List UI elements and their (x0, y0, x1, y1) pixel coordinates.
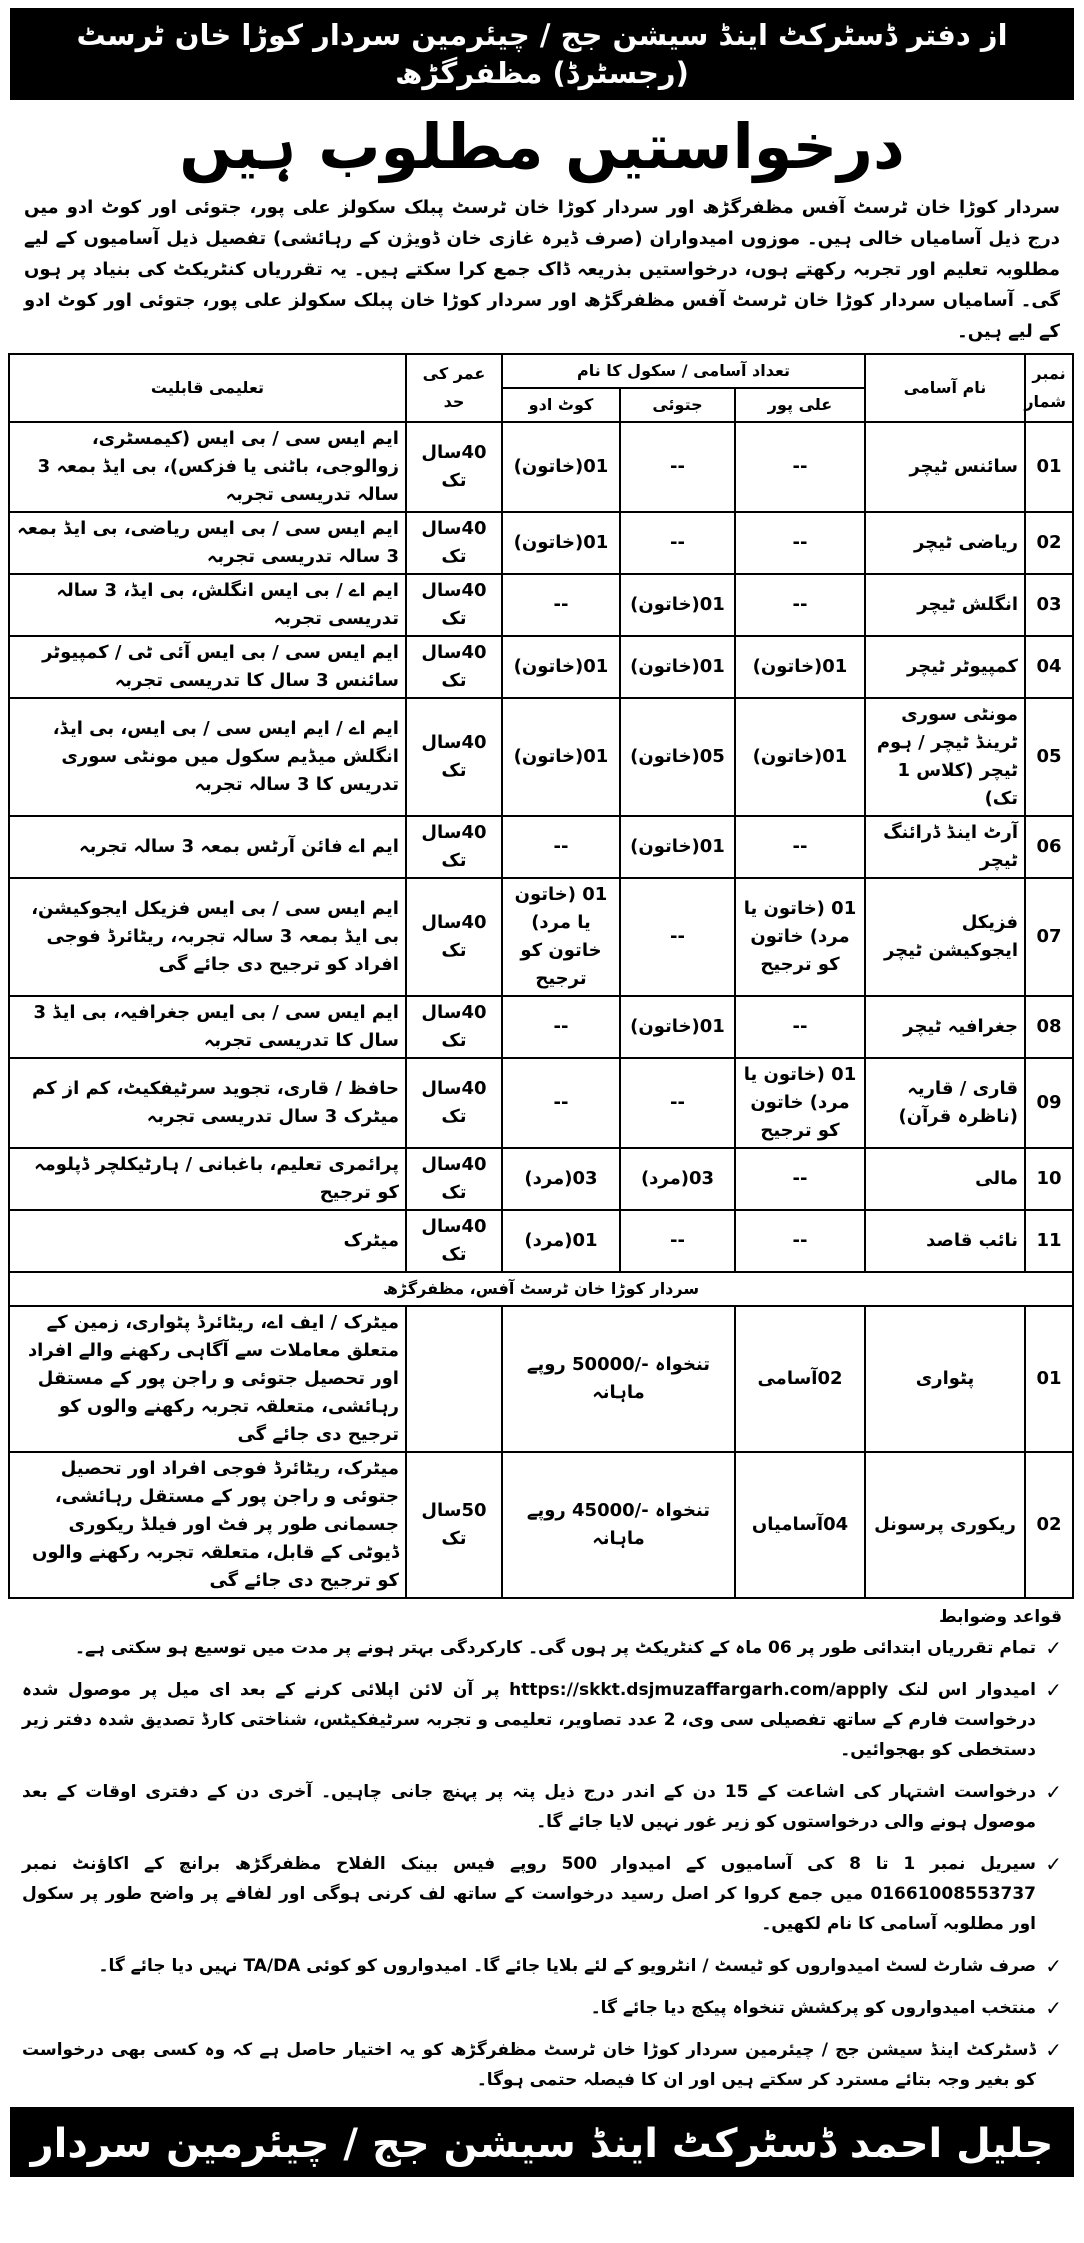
table-row (9, 422, 1073, 512)
list-item (22, 1777, 1062, 1837)
age-cell: 40سال تک (406, 878, 502, 996)
check-icon: ✓ (1045, 1636, 1062, 1660)
check-icon: ✓ (1045, 1780, 1062, 1804)
age-cell: 40سال تک (406, 1210, 502, 1272)
post-cell: مونٹی سوری ٹرینڈ ٹیچر / ہوم ٹیچر (کلاس 1 تک) (865, 698, 1025, 816)
table-row (9, 512, 1073, 574)
age-cell: 40سال تک (406, 816, 502, 878)
signature-footer: جلیل احمد ڈسٹرکٹ اینڈ سیشن جج / چیئرمین سردار کوڑا خان ٹرسٹ، مظفرگڑھ (10, 2107, 1074, 2177)
table-row (9, 1306, 1073, 1452)
check-icon: ✓ (1045, 1996, 1062, 2020)
jatoi-cell: 05(خاتون) (620, 698, 735, 816)
table-row (9, 636, 1073, 698)
rule-text-part: سیریل نمبر 1 تا 8 کی آسامیوں کے امیدوار 500 روپے فیس بینک الفلاح مظفرگڑھ برانچ کے اکاؤنٹ نمبر 01661008553737 میں جمع کروا کر اصل رسید درخواست کے ساتھ لف کرنی ہوگی اور لفافے پر واضح طور پر سکول اور مطلوبہ آسامی کا نام لکھیں۔ (22, 1854, 1036, 1934)
alipur-cell: -- (735, 1148, 865, 1210)
office-rows (9, 1306, 1073, 1598)
header-kotaddu: کوٹ ادو (502, 388, 620, 422)
rule-text (22, 1951, 1036, 1981)
post-cell: سائنس ٹیچر (865, 422, 1025, 512)
jatoi-cell: 03(مرد) (620, 1148, 735, 1210)
post-cell: انگلش ٹیچر (865, 574, 1025, 636)
qualification-cell: ایم ایس سی / بی ایس جغرافیہ، بی ایڈ 3 سال کا تدریسی تجربہ (9, 996, 406, 1058)
kotaddu-cell: -- (502, 816, 620, 878)
kotaddu-cell: 01(مرد) (502, 1210, 620, 1272)
age-cell: 50سال تک (406, 1452, 502, 1598)
rule-text (22, 1675, 1036, 1765)
rule-text (22, 1777, 1036, 1837)
alipur-cell: 01 (خاتون یا مرد) خاتون کو ترجیح (735, 878, 865, 996)
age-cell: 40سال تک (406, 512, 502, 574)
kotaddu-cell: 03(مرد) (502, 1148, 620, 1210)
post-cell: قاری / قاریہ (ناظرہ قرآن) (865, 1058, 1025, 1148)
rule-text-part: صرف شارٹ لسٹ امیدواروں کو ٹیسٹ / انٹرویو کے لئے بلایا جائے گا۔ امیدواروں کو کوئی TA/DA نہیں دیا جائے گا۔ (98, 1956, 1036, 1976)
list-item (22, 1849, 1062, 1939)
rules-section (10, 1599, 1074, 2095)
office-section-title: سردار کوڑا خان ٹرسٹ آفس، مظفرگڑھ (9, 1272, 1073, 1306)
rule-text-part: ڈسٹرکٹ اینڈ سیشن جج / چیئرمین سردار کوڑا خان ٹرسٹ مظفرگڑھ کو یہ اختیار حاصل ہے کہ وہ کسی بھی درخواست کو بغیر وجہ بتائے مسترد کر سکتے ہیں اور ان کا فیصلہ حتمی ہوگا۔ (22, 2040, 1036, 2090)
list-item (22, 2035, 1062, 2095)
count-cell: 02آسامی (735, 1306, 865, 1452)
table-row (9, 1210, 1073, 1272)
jatoi-cell: 01(خاتون) (620, 574, 735, 636)
list-item (22, 1675, 1062, 1765)
jatoi-cell: -- (620, 878, 735, 996)
qualification-cell: ایم اے / بی ایس انگلش، بی ایڈ، 3 سالہ تدریسی تجربہ (9, 574, 406, 636)
jatoi-cell: -- (620, 512, 735, 574)
alipur-cell: -- (735, 816, 865, 878)
jatoi-cell: 01(خاتون) (620, 636, 735, 698)
rule-text (22, 1849, 1036, 1939)
post-cell: آرٹ اینڈ ڈرائنگ ٹیچر (865, 816, 1025, 878)
rule-text-part: تمام تقرریاں ابتدائی طور پر 06 ماہ کے کنٹریکٹ پر ہوں گی۔ کارکردگی بہتر ہونے پر مدت میں توسیع ہو سکتی ہے۔ (75, 1638, 1036, 1658)
kotaddu-cell: -- (502, 1058, 620, 1148)
jatoi-cell: -- (620, 1058, 735, 1148)
jatoi-cell: -- (620, 1210, 735, 1272)
post-cell: پٹواری (865, 1306, 1025, 1452)
list-item (22, 1993, 1062, 2023)
serial-cell: 09 (1025, 1058, 1073, 1148)
check-icon: ✓ (1045, 2038, 1062, 2062)
serial-cell: 01 (1025, 422, 1073, 512)
salary-cell: تنخواہ -/50000 روپے ماہانہ (502, 1306, 735, 1452)
alipur-cell: 01(خاتون) (735, 636, 865, 698)
rule-text-part: منتخب امیدواروں کو پرکشش تنخواہ پیکج دیا جائے گا۔ (590, 1998, 1036, 2018)
qualification-cell: میٹرک (9, 1210, 406, 1272)
header-count-group: تعداد آسامی / سکول کا نام (502, 354, 865, 388)
alipur-cell: 01 (خاتون یا مرد) خاتون کو ترجیح (735, 1058, 865, 1148)
table-row (9, 1058, 1073, 1148)
qualification-cell: ایم اے فائن آرٹس بمعہ 3 سالہ تجربہ (9, 816, 406, 878)
age-cell: 40سال تک (406, 698, 502, 816)
serial-cell: 11 (1025, 1210, 1073, 1272)
header-age: عمر کی حد (406, 354, 502, 422)
qualification-cell: ایم ایس سی / بی ایس آئی ٹی / کمپیوٹر سائنس 3 سال کا تدریسی تجربہ (9, 636, 406, 698)
kotaddu-cell: 01(خاتون) (502, 698, 620, 816)
table-row (9, 574, 1073, 636)
qualification-cell: حافظ / قاری، تجوید سرٹیفکیٹ، کم از کم میٹرک 3 سال تدریسی تجربہ (9, 1058, 406, 1148)
qualification-cell: پرائمری تعلیم، باغبانی / ہارٹیکلچر ڈپلومہ کو ترجیح (9, 1148, 406, 1210)
office-banner: از دفتر ڈسٹرکٹ اینڈ سیشن جج / چیئرمین سردار کوڑا خان ٹرسٹ (رجسٹرڈ) مظفرگڑھ (10, 8, 1074, 100)
age-cell: 40سال تک (406, 996, 502, 1058)
check-icon: ✓ (1045, 1852, 1062, 1876)
table-row (9, 698, 1073, 816)
check-icon: ✓ (1045, 1678, 1062, 1702)
rule-text (22, 2035, 1036, 2095)
alipur-cell: -- (735, 422, 865, 512)
alipur-cell: -- (735, 1210, 865, 1272)
post-cell: جغرافیہ ٹیچر (865, 996, 1025, 1058)
serial-cell: 05 (1025, 698, 1073, 816)
table-row (9, 1452, 1073, 1598)
age-cell: 40سال تک (406, 1058, 502, 1148)
age-cell: 40سال تک (406, 636, 502, 698)
salary-cell: تنخواہ -/45000 روپے ماہانہ (502, 1452, 735, 1598)
header-qualification: تعلیمی قابلیت (9, 354, 406, 422)
jatoi-cell: -- (620, 422, 735, 512)
header-jatoi: جتوئی (620, 388, 735, 422)
kotaddu-cell: -- (502, 574, 620, 636)
serial-cell: 08 (1025, 996, 1073, 1058)
serial-cell: 02 (1025, 1452, 1073, 1598)
rule-text-part: پر آن لائن اپلائی کرنے کے بعد ای میل پر موصول شدہ درخواست فارم کے ساتھ تفصیلی سی وی، 2 عدد تصاویر، تعلیمی و تجربہ سرٹیفکیٹس، شناختی کارڈ تصدیق شدہ دفتر زیر دستخطی کو بھجوائیں۔ (22, 1680, 1036, 1760)
serial-cell: 01 (1025, 1306, 1073, 1452)
qualification-cell: ایم ایس سی / بی ایس (کیمسٹری، زوالوجی، باٹنی یا فزکس)، بی ایڈ بمعہ 3 سالہ تدریسی تجربہ (9, 422, 406, 512)
apply-link[interactable]: https://skkt.dsjmuzaffargarh.com/apply (509, 1680, 889, 1700)
header-serial: نمبر شمار (1025, 354, 1073, 422)
list-item (22, 1951, 1062, 1981)
qualification-cell: ایم ایس سی / بی ایس فزیکل ایجوکیشن، بی ایڈ بمعہ 3 سالہ تجربہ، ریٹائرڈ فوجی افراد کو ترجیح دی جائے گی (9, 878, 406, 996)
header-alipur: علی پور (735, 388, 865, 422)
table-row (9, 1148, 1073, 1210)
intro-paragraph: سردار کوڑا خان ٹرسٹ آفس مظفرگڑھ اور سردار کوڑا خان ٹرسٹ پبلک سکولز علی پور، جتوئی اور کوٹ ادو میں درج ذیل آسامیاں خالی ہیں۔ موزوں امیدواران (صرف ڈیرہ غازی خان ڈویژن کے رہائشی) تفصیل ذیل آسامیوں کے لیے مطلوبہ تعلیم اور تجربہ رکھتے ہوں، درخواستیں بذریعہ ڈاک جمع کرا سکتے ہیں۔ یہ تقرریاں کنٹریکٹ کی بنیاد پر ہوں گی۔ آسامیاں سردار کوڑا خان ٹرسٹ آفس مظفرگڑھ اور سردار کوڑا خان پبلک سکولز علی پور، جتوئی اور کوٹ ادو کے لیے ہیں۔ (24, 197, 1060, 342)
table-row (9, 878, 1073, 996)
serial-cell: 07 (1025, 878, 1073, 996)
table-row (9, 816, 1073, 878)
alipur-cell: -- (735, 996, 865, 1058)
jatoi-cell: 01(خاتون) (620, 816, 735, 878)
post-cell: ریاضی ٹیچر (865, 512, 1025, 574)
qualification-cell: میٹرک / ایف اے، ریٹائرڈ پٹواری، زمین کے متعلق معاملات سے آگاہی رکھنے والے افراد اور تحصیل جتوئی و راجن پور کے مستقل رہائشی، متعلقہ تجربہ رکھنے والوں کو ترجیح دی جائے گی (9, 1306, 406, 1452)
serial-cell: 10 (1025, 1148, 1073, 1210)
advertisement-page (10, 0, 1074, 2233)
kotaddu-cell: -- (502, 996, 620, 1058)
rule-text-part: امیدوار اس لنک (897, 1680, 1036, 1700)
qualification-cell: ایم اے / ایم ایس سی / بی ایس، بی ایڈ، انگلش میڈیم سکول میں مونٹی سوری تدریس کا 3 سالہ تجربہ (9, 698, 406, 816)
serial-cell: 04 (1025, 636, 1073, 698)
serial-cell: 03 (1025, 574, 1073, 636)
serial-cell: 02 (1025, 512, 1073, 574)
rule-text (22, 1633, 1036, 1663)
count-cell: 04آسامیاں (735, 1452, 865, 1598)
alipur-cell: -- (735, 512, 865, 574)
alipur-cell: 01(خاتون) (735, 698, 865, 816)
age-cell (406, 1306, 502, 1452)
jatoi-cell: 01(خاتون) (620, 996, 735, 1058)
post-cell: نائب قاصد (865, 1210, 1025, 1272)
kotaddu-cell: 01(خاتون) (502, 636, 620, 698)
vacancy-rows (9, 422, 1073, 1272)
qualification-cell: میٹرک، ریٹائرڈ فوجی افراد اور تحصیل جتوئی و راجن پور کے مستقل رہائشی، جسمانی طور پر فٹ اور فیلڈ ریکوری ڈیوٹی کے قابل، متعلقہ تجربہ رکھنے والوں کو ترجیح دی جائے گی (9, 1452, 406, 1598)
serial-cell: 06 (1025, 816, 1073, 878)
post-cell: مالی (865, 1148, 1025, 1210)
vacancy-table (8, 353, 1074, 1599)
kotaddu-cell: 01(خاتون) (502, 422, 620, 512)
kotaddu-cell: 01(خاتون) (502, 512, 620, 574)
rules-title: قواعد وضوابط (938, 1607, 1062, 1627)
age-cell: 40سال تک (406, 574, 502, 636)
alipur-cell: -- (735, 574, 865, 636)
rule-text (22, 1993, 1036, 2023)
post-cell: کمپیوٹر ٹیچر (865, 636, 1025, 698)
page-title: درخواستیں مطلوب ہیں (179, 110, 905, 183)
age-cell: 40سال تک (406, 422, 502, 512)
post-cell: ریکوری پرسونل (865, 1452, 1025, 1598)
header-post: نام آسامی (865, 354, 1025, 422)
kotaddu-cell: 01 (خاتون یا مرد) خاتون کو ترجیح (502, 878, 620, 996)
rules-list (22, 1633, 1062, 2095)
rule-text-part: درخواست اشتہار کی اشاعت کے 15 دن کے اندر درج ذیل پتہ پر پہنچ جانی چاہیں۔ آخری دن کے دفتری اوقات کے بعد موصول ہونے والی درخواستوں کو زیر غور نہیں لایا جائے گا۔ (22, 1782, 1036, 1832)
table-row (9, 996, 1073, 1058)
check-icon: ✓ (1045, 1954, 1062, 1978)
age-cell: 40سال تک (406, 1148, 502, 1210)
post-cell: فزیکل ایجوکیشن ٹیچر (865, 878, 1025, 996)
qualification-cell: ایم ایس سی / بی ایس ریاضی، بی ایڈ بمعہ 3 سالہ تدریسی تجربہ (9, 512, 406, 574)
list-item (22, 1633, 1062, 1663)
